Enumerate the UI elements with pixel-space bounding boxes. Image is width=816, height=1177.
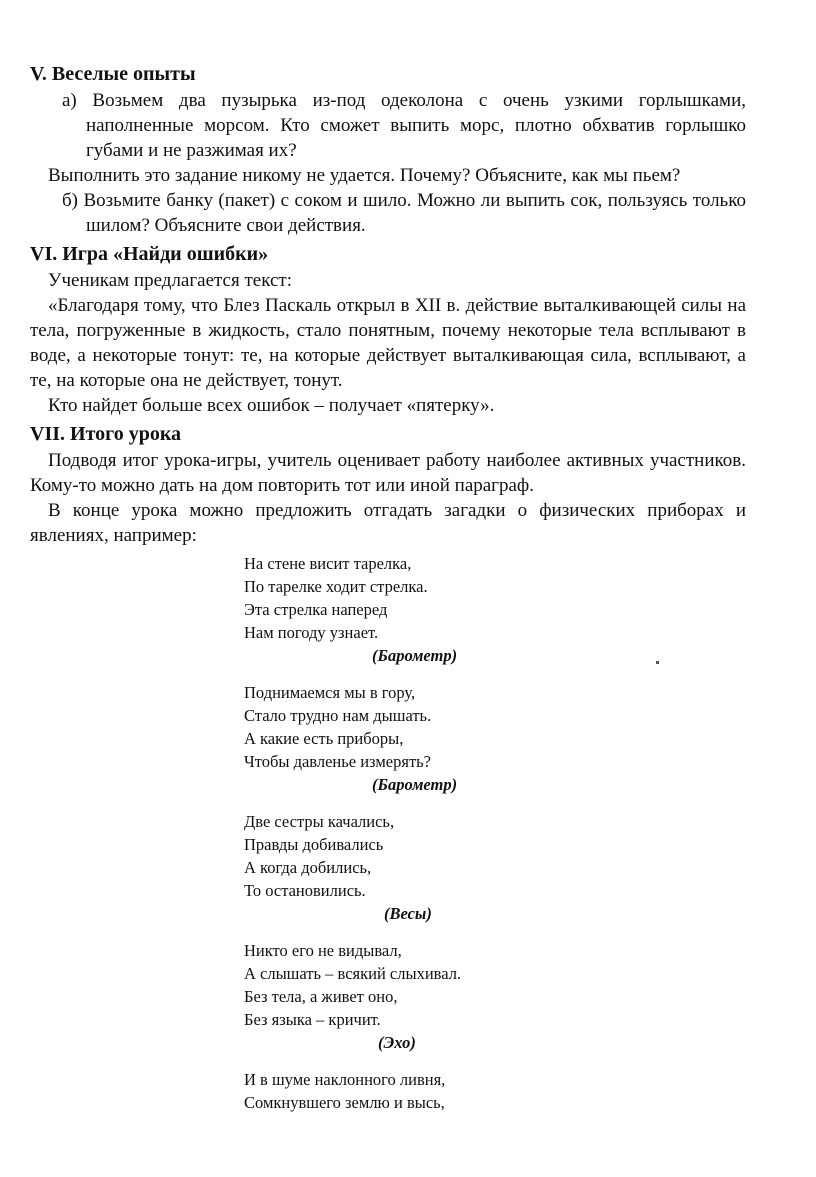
riddle-line: А когда добились, [244, 858, 372, 877]
riddle-line: Сомкнувшего землю и высь, [244, 1093, 445, 1112]
riddle-line: Без языка – кричит. [244, 1010, 381, 1029]
riddle-answer: (Эхо) [378, 1033, 416, 1052]
riddle-line: Две сестры качались, [244, 812, 395, 831]
riddle-line: Эта стрелка наперед [244, 600, 388, 619]
riddle-rainbow [244, 1068, 544, 1114]
riddle-echo [244, 939, 544, 1054]
section-heading: V. Веселые опыты [30, 63, 196, 85]
section-experiments [30, 61, 746, 238]
paragraph: В конце урока можно предложить отгадать загадки о физических приборах и явлениях, например: [30, 500, 746, 546]
paragraph: Выполнить это задание никому не удается. Почему? Объясните, как мы пьем? [48, 165, 681, 186]
riddle-line: И в шуме наклонного ливня, [244, 1070, 446, 1089]
riddle-answer: (Барометр) [372, 646, 458, 665]
riddle-line: Чтобы давленье измерять? [244, 752, 432, 771]
paragraph-item-b: б) Возьмите банку (пакет) с соком и шило. Можно ли выпить сок, пользуясь только шилом? Объясните свои действия. [62, 190, 746, 236]
riddle-answer: (Весы) [384, 904, 432, 923]
riddle-line: Правды добивались [244, 835, 384, 854]
section-find-errors-game [30, 241, 746, 418]
paragraph-quote: «Благодаря тому, что Блез Паскаль открыл в XII в. действие выталкивающей силы на тела, погруженные в жидкость, стало понятным, почему некоторые тела всплывают в воде, а некоторые тонут: те, на которые действует выталкивающая сила, всплывают, а те, на которые она не действует, тонут. [30, 295, 746, 391]
paragraph-item-a: а) Возьмем два пузырька из-под одеколона с очень узкими горлышками, наполненные морсом. Кто сможет выпить морс, плотно обхватив горлышко губами и не разжимая их? [62, 90, 746, 161]
riddle-line: То остановились. [244, 881, 366, 900]
riddle-line: Поднимаемся мы в гору, [244, 683, 416, 702]
scan-speck [656, 661, 659, 664]
riddle-line: А слышать – всякий слыхивал. [244, 964, 462, 983]
riddle-scales [244, 810, 544, 925]
section-lesson-summary [30, 421, 746, 548]
riddle-line: Без тела, а живет оно, [244, 987, 398, 1006]
riddle-answer: (Барометр) [372, 775, 458, 794]
riddle-line: Никто его не видывал, [244, 941, 402, 960]
paragraph: Подводя итог урока-игры, учитель оценивает работу наиболее активных участников. Кому-то можно дать на дом повторить тот или иной параграф. [30, 450, 746, 496]
riddle-line: На стене висит тарелка, [244, 554, 412, 573]
paragraph: Ученикам предлагается текст: [48, 270, 292, 291]
section-heading: VI. Игра «Найди ошибки» [30, 243, 269, 265]
riddle-line: По тарелке ходит стрелка. [244, 577, 428, 596]
riddle-barometer-1 [244, 552, 544, 667]
riddle-line: Стало трудно нам дышать. [244, 706, 432, 725]
riddle-line: А какие есть приборы, [244, 729, 404, 748]
section-heading: VII. Итого урока [30, 423, 182, 445]
riddle-barometer-2 [244, 681, 544, 796]
paragraph: Кто найдет больше всех ошибок – получает «пятерку». [48, 395, 495, 416]
riddle-line: Нам погоду узнает. [244, 623, 379, 642]
